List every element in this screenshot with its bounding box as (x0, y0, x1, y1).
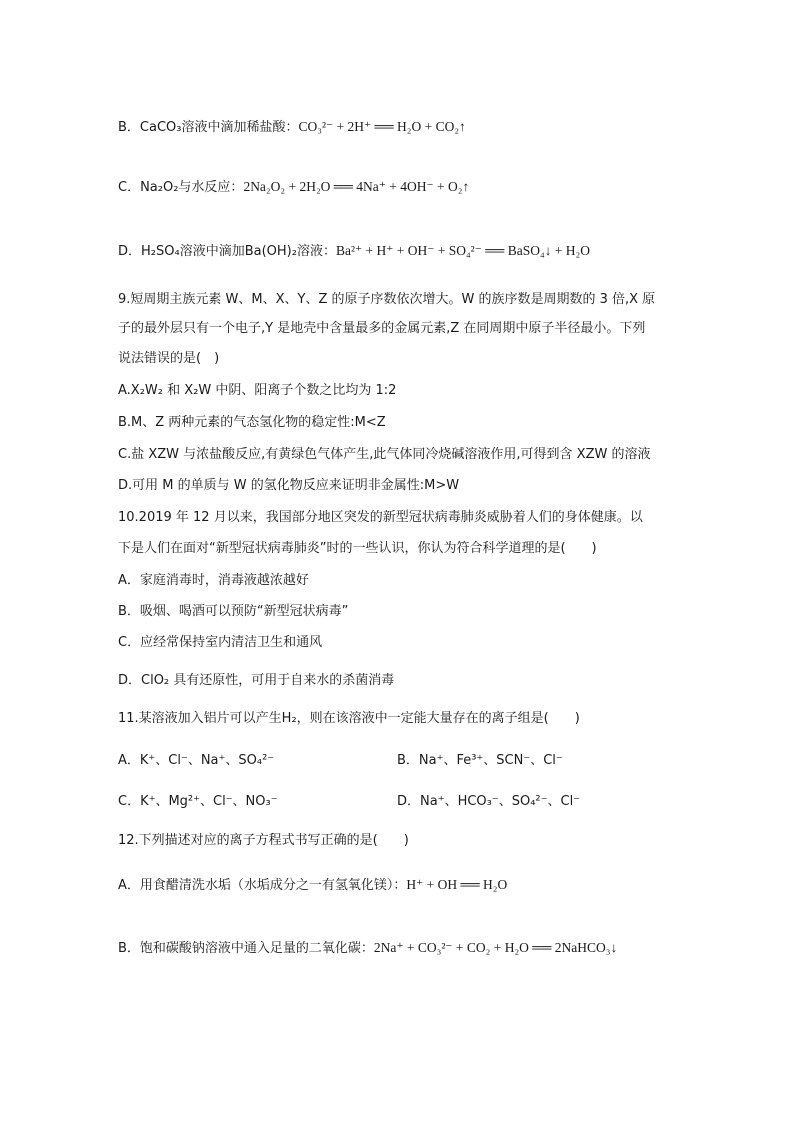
q10-option-a: A．家庭消毒时，消毒液越浓越好 (118, 573, 309, 588)
q8-option-c-equation: 2Na₂O₂ + 2H₂O ══ 4Na⁺ + 4OH⁻ + O₂↑ (243, 179, 470, 194)
q12-option-a (118, 876, 507, 895)
q10-option-c: C．应经常保持室内清洁卫生和通风 (118, 635, 323, 650)
q9-option-a: A.X₂W₂ 和 X₂W 中阴、阳离子个数之比均为 1:2 (118, 383, 397, 398)
q10-stem-line-1: 10.2019 年 12 月以来，我国部分地区突发的新型冠状病毒肺炎威胁着人们的身体健康。以 (118, 510, 643, 525)
q9-stem-line-2: 子的最外层只有一个电子,Y 是地壳中含量最多的金属元素,Z 在同周期中原子半径最小。下列 (118, 321, 646, 336)
q10-stem-line-2: 下是人们在面对“新型冠状病毒肺炎”时的一些认识，你认为符合科学道理的是( ) (118, 541, 597, 556)
q8-option-b-equation: CO₃²⁻ + 2H⁺ ══ H₂O + CO₂↑ (298, 119, 466, 134)
q9-option-b: B.M、Z 两种元素的气态氢化物的稳定性:M<Z (118, 415, 386, 430)
q11-row-1 (118, 752, 274, 770)
q11-option-a: A．K⁺、Cl⁻、Na⁺、SO₄²⁻ (118, 753, 275, 768)
q12-stem: 12.下列描述对应的离子方程式书写正确的是( ) (118, 833, 409, 848)
q11-option-c: C．K⁺、Mg²⁺、Cl⁻、NO₃⁻ (118, 794, 278, 809)
q12-option-a-text: A．用食醋清洗水垢（水垢成分之一有氢氧化镁）： (118, 878, 407, 893)
q10-option-b: B．吸烟、喝酒可以预防“新型冠状病毒” (118, 604, 349, 619)
q11-stem: 11.某溶液加入铝片可以产生H₂，则在该溶液中一定能大量存在的离子组是( ) (118, 711, 580, 726)
q9-option-d: D.可用 M 的单质与 W 的氢化物反应来证明非金属性:M>W (118, 478, 460, 493)
q12-option-b-equation: 2Na⁺ + CO₃²⁻ + CO₂ + H₂O ══ 2NaHCO₃↓ (373, 940, 618, 955)
q9-stem-line-3: 说法错误的是( ) (118, 351, 220, 366)
q12-option-a-equation: H⁺ + OH ══ H₂O (406, 877, 508, 892)
q8-option-d-equation: Ba²⁺ + H⁺ + OH⁻ + SO₄²⁻ ══ BaSO₄↓ + H₂O (335, 243, 591, 258)
q8-option-b-text: CaCO₃溶液中滴加稀盐酸： (139, 120, 299, 135)
q9-option-c: C.盐 XZW 与浓盐酸反应,有黄绿色气体产生,此气体同冷烧碱溶液作用,可得到含 XZW 的溶液 (118, 447, 651, 462)
q8-option-c (118, 178, 469, 197)
q8-option-d (118, 242, 590, 261)
q8-option-b (118, 118, 466, 137)
q10-option-d: D．ClO₂ 具有还原性，可用于自来水的杀菌消毒 (118, 673, 395, 688)
q8-option-c-label: C． (118, 180, 141, 195)
q11-option-b: B．Na⁺、Fe³⁺、SCN⁻、Cl⁻ (397, 753, 563, 768)
q12-option-b (118, 939, 617, 958)
q8-option-d-text: H₂SO₄溶液中滴加Ba(OH)₂溶液： (141, 244, 336, 259)
q8-option-d-label: D． (118, 244, 142, 259)
q8-option-c-text: Na₂O₂与水反应： (140, 180, 244, 195)
q8-option-b-label: B． (118, 120, 140, 135)
q11-option-d: D．Na⁺、HCO₃⁻、SO₄²⁻、Cl⁻ (397, 794, 581, 809)
q11-row-2 (118, 793, 278, 811)
q9-stem-line-1: 9.短周期主族元素 W、M、X、Y、Z 的原子序数依次增大。W 的族序数是周期数的 3 倍,X 原 (118, 292, 656, 307)
q12-option-b-text: B．饱和碳酸钠溶液中通入足量的二氧化碳： (118, 941, 374, 956)
